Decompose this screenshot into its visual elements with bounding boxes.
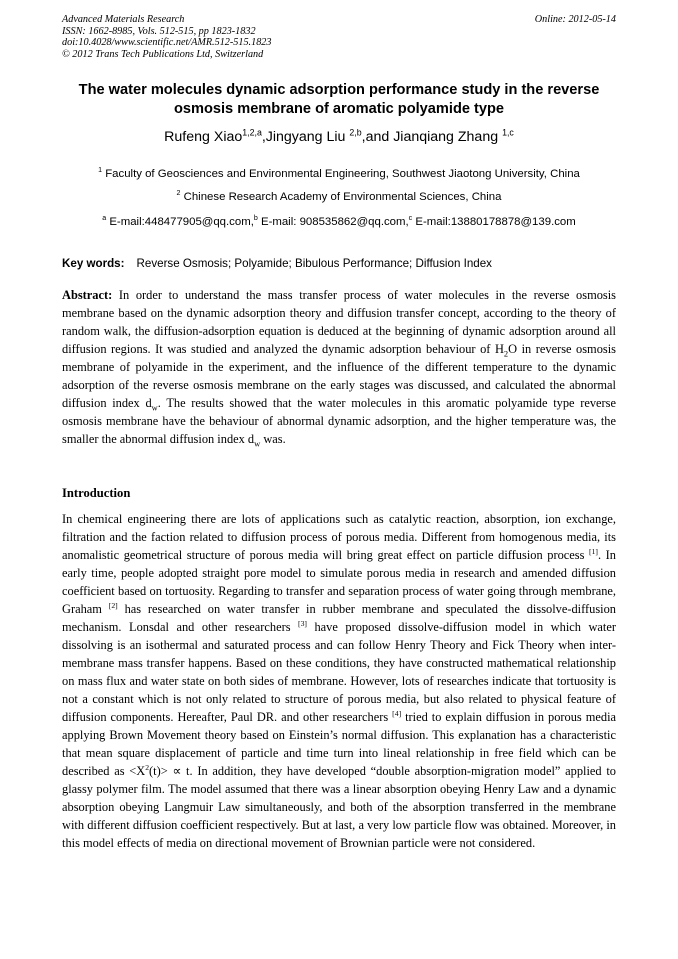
paper-title: The water molecules dynamic adsorption performance study in the reverse osmosis membrane of aromatic polyamide type: [78, 82, 600, 117]
affiliation-marker: 1: [98, 167, 103, 175]
author-list: [62, 128, 616, 146]
affiliation-2: [62, 190, 616, 205]
section-heading-introduction: Introduction: [62, 486, 131, 500]
abstract-text: . The results showed that the water molecules in this aromatic polyamide type reverse osmosis membrane have the behaviour of abnormal dynamic adsorption, and the higher temperature was, the smaller the abnormal diffusion index d: [62, 396, 616, 446]
journal-doi: doi:10.4028/www.scientific.net/AMR.512-515.1823: [62, 37, 272, 49]
affiliation-1: [62, 167, 616, 182]
introduction-paragraph: [62, 510, 616, 852]
subscript: w: [151, 402, 158, 413]
author-name: ,Jingyang Liu: [261, 129, 350, 145]
author-affiliation-marker: 2,b: [349, 127, 362, 138]
journal-name: Advanced Materials Research: [62, 14, 185, 25]
author-affiliation-marker: 1,2,a: [242, 127, 262, 138]
affiliation-text: Faculty of Geosciences and Environmental Engineering, Southwest Jiaotong University, China: [105, 168, 580, 180]
body-text: In chemical engineering there are lots of applications such as catalytic reaction, absorption, ion exchange, filtration and the faction related to diffusion process of porous media. Different from homogenous media, its anomalistic geometrical structure of porous media will bring great effect on particle diffusion process: [62, 512, 616, 562]
journal-issn: ISSN: 1662-8985, Vols. 512-515, pp 1823-1832: [62, 25, 256, 37]
affiliation-marker: 2: [176, 190, 181, 198]
body-text: has researched on water transfer in rubber membrane and speculated the dissolve-diffusion mechanism. Lonsdal and other researchers: [62, 602, 616, 634]
body-text: . In early time, people adopted straight pore model to simulate porous media in research and amended diffusion coefficient based on tortuosity. Regarding to transfer and separation process of water going through membrane, Graham: [62, 548, 616, 616]
email-marker: a: [102, 215, 107, 223]
abstract-text: O in reverse osmosis membrane of polyamide in the experiment, and the influence of the different temperature to the dynamic adsorption of the reverse osmosis membrane on the early stages was discussed, and calculated the abnormal diffusion index d: [62, 342, 616, 410]
subscript: w: [254, 438, 261, 449]
author-affiliation-marker: 1,c: [502, 127, 514, 138]
proportional-symbol: ∝: [172, 764, 182, 778]
affiliation-text: Chinese Research Academy of Environmental Sciences, China: [183, 191, 502, 203]
body-text: have proposed dissolve-diffusion model in which water dissolving is an isothermal and saturated process and can follow Henry Theory and Fick Theory when inter-membrane mass transfer happens. Based on these conditions, they have constructed mathematical relationship on mass flux and water state on both sides of membrane. However, lots of researches indicate that tortuosity is not a constant which is not only related to structure of porous media, but also related to physical feature of diffusion components. Hereafter, Paul DR. and other researchers: [62, 620, 616, 724]
body-text: t. In addition, they have developed “double absorption-migration model” applied to glassy polymer film. The model assumed that there was a linear absorption obeying Henry Law and a dynamic absorption obeying Langmuir Law simultaneously, and both of the absorption transferred in the membrane with different diffusion coefficient respectively. But at last, a very low particle flow was obtained. Moreover, in this model effects of media on directional movement of Brownian particle were not considered.: [62, 764, 616, 850]
email-b: E-mail: 908535862@qq.com,: [260, 216, 409, 228]
citation-marker: [1]: [589, 546, 598, 556]
email-marker: c: [408, 215, 413, 223]
online-date: Online: 2012-05-14: [534, 14, 616, 25]
journal-header: [62, 14, 616, 60]
author-name: Rufeng Xiao: [164, 129, 243, 145]
email-marker: b: [253, 215, 258, 223]
email-c: E-mail:13880178878@139.com: [415, 216, 576, 228]
citation-marker: [4]: [392, 708, 402, 718]
email-a: E-mail:448477905@qq.com,: [109, 216, 254, 228]
citation-marker: [3]: [298, 618, 307, 628]
abstract-text: In order to understand the mass transfer process of water molecules in the reverse osmosis membrane based on the dynamic adsorption theory and diffusion transfer concept, according to the theory of random walk, the diffusion-adsorption equation is deduced at the beginning of dynamic adsorption around all diffusion regions. It was studied and analyzed the dynamic adsorption behaviour of H: [62, 288, 616, 356]
body-text: (t)>: [149, 764, 173, 778]
email-line: [62, 215, 616, 230]
abstract-paragraph: [62, 286, 616, 448]
keywords-label: Key words:: [62, 257, 125, 270]
abstract-label: Abstract:: [62, 288, 113, 302]
keywords-text: Reverse Osmosis; Polyamide; Bibulous Performance; Diffusion Index: [136, 257, 492, 270]
author-name: ,and Jianqiang Zhang: [361, 129, 503, 145]
body-text: tried to explain diffusion in porous media applying Brown Movement theory based on Einstein’s normal diffusion. This explanation has a characteristic that mean square displacement of particle and time turn into lineal relationship in free field which can be described as <X: [62, 710, 617, 778]
superscript: 2: [145, 762, 150, 772]
journal-copyright: © 2012 Trans Tech Publications Ltd, Switzerland: [62, 48, 264, 60]
abstract-text: was.: [260, 432, 286, 446]
citation-marker: [2]: [108, 600, 118, 610]
keywords-line: [62, 256, 618, 271]
subscript: 2: [503, 348, 509, 359]
